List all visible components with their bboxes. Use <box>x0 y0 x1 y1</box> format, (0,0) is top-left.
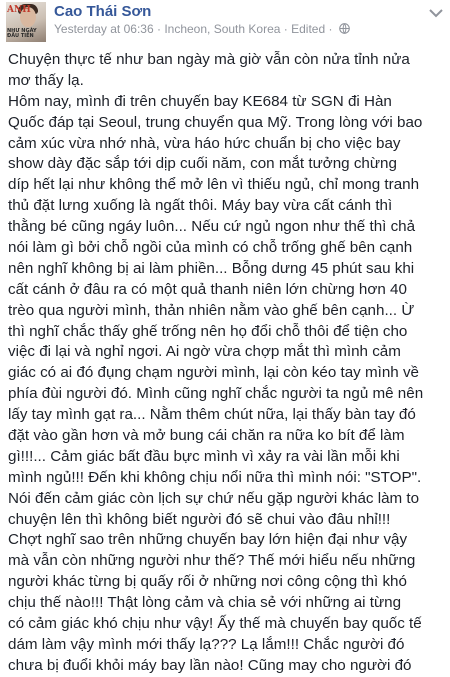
post-content <box>8 50 444 677</box>
post-text-line: có cảm giác khó chịu như vậy! Ấy thế mà chuyến bay quốc tế <box>8 615 422 633</box>
post-text-line: người khác từng bị quấy rối ở những nơi công cộng thì khó <box>8 573 407 591</box>
post-text-line: trèo qua người mình, thản nhiên nằm vào ghế bên cạnh... Ừ <box>8 301 415 319</box>
globe-icon[interactable] <box>339 23 350 37</box>
meta-separator: · <box>283 22 288 36</box>
post-header <box>0 0 450 44</box>
post-text-line: cảm xúc vừa nhớ nhà, vừa háo hức chuẩn bị cho việc bay <box>8 134 401 152</box>
post-text-line: Nói đến cảm giác còn lịch sự chứ nếu gặp người khác làm to <box>8 489 420 507</box>
post-text-line: díp hết lại như không thể mở lên vì thiếu ngủ, chỉ mong tranh <box>8 176 420 194</box>
post-text-line: giác có ai đó đụng chạm người mình, lại còn kéo tay mình về <box>8 364 420 382</box>
post-text-line: Quốc đáp tại Seoul, trung chuyển qua Mỹ. Trong lòng với bao <box>8 113 423 131</box>
author-name[interactable]: Cao Thái Sơn <box>54 3 152 20</box>
post-text-line: mà vẫn còn những người như thế? Thế mới hiểu nếu những <box>8 552 416 570</box>
meta-separator: · <box>328 22 333 36</box>
post-text-line: Chợt nghĩ sao trên những chuyến bay lớn hiện đại như vậy <box>8 531 408 549</box>
post-text-line: chuyện lên thì không biết người đó sẽ chui vào đâu nhỉ!!! <box>8 510 391 528</box>
post-text-line: chịu thế nào!!! Thật lòng cảm và chia sẻ với những ai từng <box>8 594 402 612</box>
post-text-line: mình ngủ!!! Đến khi không chịu nổi nữa thì mình nói: "STOP". <box>8 468 422 486</box>
post-text-line: show dày đặc sắp tới dịp cuối năm, con mắt tưởng chừng <box>8 155 397 173</box>
post-text-line: thằng bé cũng ngáy luôn... Nếu cứ ngủ ngon như thế thì chả <box>8 218 416 236</box>
post-text-line: chưa bị đuổi khỏi máy bay lần nào! Cũng may cho người đó <box>8 656 412 674</box>
post-text-line: Hôm nay, mình đi trên chuyến bay KE684 từ SGN đi Hàn <box>8 92 392 110</box>
edited-label[interactable]: Edited <box>291 22 326 36</box>
avatar-subtitle: NHƯ NGÀY ĐẦU TIÊN <box>7 28 37 39</box>
post-meta <box>54 22 350 37</box>
post-text-line: thủ đặt lưng xuống là ngất thôi. Máy bay vừa cất cánh thì <box>8 197 393 215</box>
post-text-line: lấy tay mình gạt ra... Nằm thêm chút nữa, lại thấy bàn tay đó <box>8 406 416 424</box>
chevron-down-icon[interactable] <box>428 6 444 18</box>
post-location[interactable]: Incheon, South Korea <box>164 22 281 36</box>
post-text-line: cất cánh ở đâu ra có một quả thanh niên lớn chừng hơn 40 <box>8 280 407 298</box>
post-text-line: gì!!!... Cảm giác bất đầu bực mình vì xảy ra vài lần mỗi khi <box>8 447 400 465</box>
post-text-line: đặt vào gần hơn và mở bung cái chăn ra nữa ko bít để làm <box>8 427 405 445</box>
post-text-line: dám làm vậy mình mới thấy lạ??? Lạ lắm!!! Chắc người đó <box>8 635 405 653</box>
avatar[interactable] <box>6 2 46 42</box>
post-timestamp[interactable]: Yesterday at 06:36 <box>54 22 154 36</box>
post-text-line: nói làm gì bởi chỗ ngồi của mình có chỗ trống ghế bên cạnh <box>8 239 413 257</box>
post-text-line: nên nghĩ không bị ai làm phiền... Bỗng dưng 45 phút sau khi <box>8 259 415 277</box>
post-text-line: thì nghĩ chắc thấy ghế trống nên họ đổi chỗ thôi để tiện cho <box>8 322 408 340</box>
post-text-line: mơ thấy lạ. <box>8 71 84 89</box>
meta-separator: · <box>156 22 161 36</box>
post-text-line: việc đi lại và nghỉ ngơi. Ai ngờ vừa chợp mắt thì mình cảm <box>8 343 401 361</box>
post-text-line: phía đùi người đó. Mình cũng nghĩ chắc người ta ngủ mê nên <box>8 385 424 403</box>
avatar-title: ANH <box>7 5 31 15</box>
post-text-line: Chuyện thực tế như ban ngày mà giờ vẫn còn nửa tỉnh nửa <box>8 51 410 68</box>
